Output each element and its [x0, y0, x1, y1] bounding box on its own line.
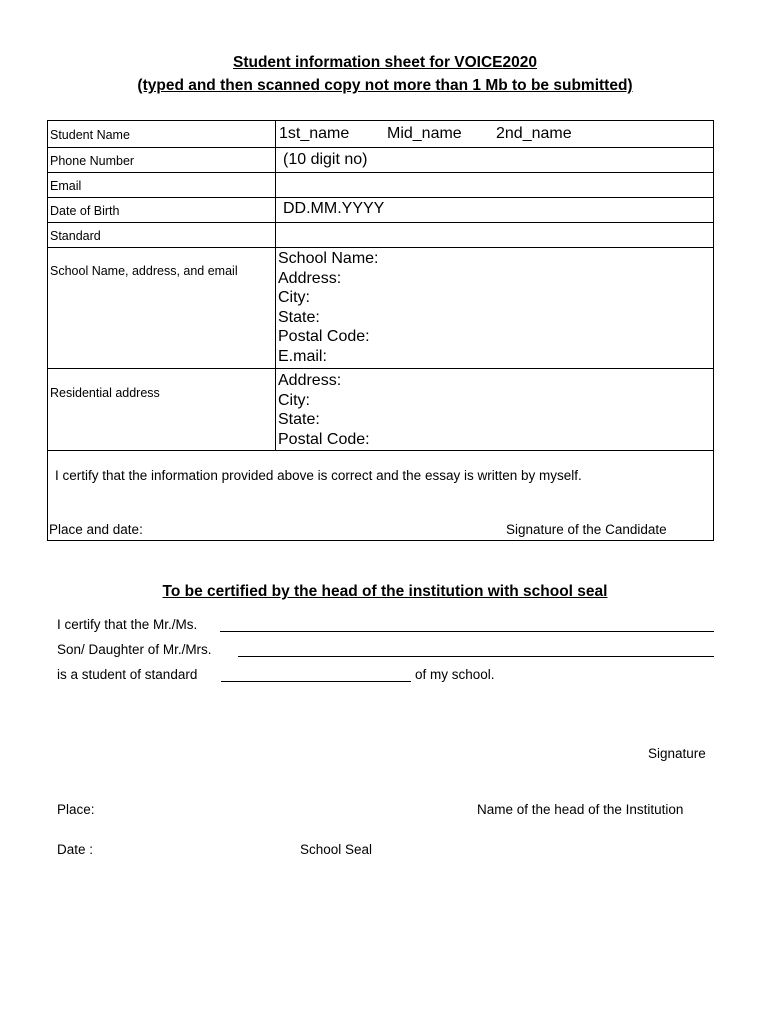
row-divider: [47, 368, 714, 369]
parent-name-label: Son/ Daughter of Mr./Mrs.: [57, 642, 212, 657]
my-school-label: of my school.: [415, 667, 495, 682]
standard-field[interactable]: [279, 226, 709, 244]
row-divider: [47, 222, 714, 223]
standard-label: Standard: [50, 229, 101, 243]
school-state-line: State:: [278, 308, 320, 326]
date-of-birth-field[interactable]: DD.MM.YYYY: [283, 200, 385, 217]
residential-postal-code-line: Postal Code:: [278, 430, 370, 448]
student-name-blank[interactable]: [220, 631, 714, 632]
row-divider: [47, 247, 714, 248]
school-details-label: School Name, address, and email: [50, 264, 238, 278]
row-divider: [47, 197, 714, 198]
standard-statement-label: is a student of standard: [57, 667, 198, 682]
residential-address-field[interactable]: [278, 371, 370, 449]
school-address-line: Address:: [278, 269, 342, 287]
school-details-field[interactable]: [278, 249, 379, 366]
candidate-signature-label: Signature of the Candidate: [506, 522, 667, 537]
residential-address-label: Residential address: [50, 386, 160, 400]
residential-address-line: Address:: [278, 372, 342, 389]
date-label: Date :: [57, 842, 94, 857]
place-and-date-label: Place and date:: [49, 522, 143, 537]
place-label: Place:: [57, 802, 95, 817]
school-email-line: E.mail:: [278, 347, 327, 365]
student-first-name-field[interactable]: 1st_name: [279, 125, 350, 142]
residential-city-line: City:: [278, 391, 310, 409]
phone-number-label: Phone Number: [50, 154, 135, 168]
standard-blank[interactable]: [221, 681, 411, 682]
column-divider: [275, 120, 276, 450]
residential-state-line: State:: [278, 411, 320, 428]
school-postal-code-line: Postal Code:: [278, 328, 370, 345]
school-seal-label: School Seal: [300, 842, 373, 857]
row-divider: [47, 147, 714, 148]
page-subtitle: (typed and then scanned copy not more than 1 Mb to be submitted): [137, 77, 633, 94]
declaration-text: I certify that the information provided above is correct and the essay is written by myself.: [55, 468, 582, 483]
student-name-label: Student Name: [50, 128, 130, 142]
email-label: Email: [50, 179, 82, 193]
date-of-birth-label: Date of Birth: [50, 204, 120, 218]
row-divider: [47, 172, 714, 173]
email-field[interactable]: [279, 176, 709, 194]
student-mid-name-field[interactable]: Mid_name: [387, 125, 462, 142]
row-divider: [47, 450, 714, 451]
head-signature-label: Signature: [648, 746, 706, 761]
school-name-line: School Name:: [278, 250, 379, 267]
page-title: Student information sheet for VOICE2020: [232, 54, 538, 71]
certification-heading: To be certified by the head of the institution with school seal: [162, 583, 608, 600]
student-second-name-field[interactable]: 2nd_name: [496, 125, 572, 142]
phone-number-field[interactable]: (10 digit no): [283, 151, 368, 168]
certify-name-label: I certify that the Mr./Ms.: [57, 617, 198, 632]
school-city-line: City:: [278, 289, 310, 306]
parent-name-blank[interactable]: [238, 656, 714, 657]
head-name-label: Name of the head of the Institution: [477, 802, 684, 817]
